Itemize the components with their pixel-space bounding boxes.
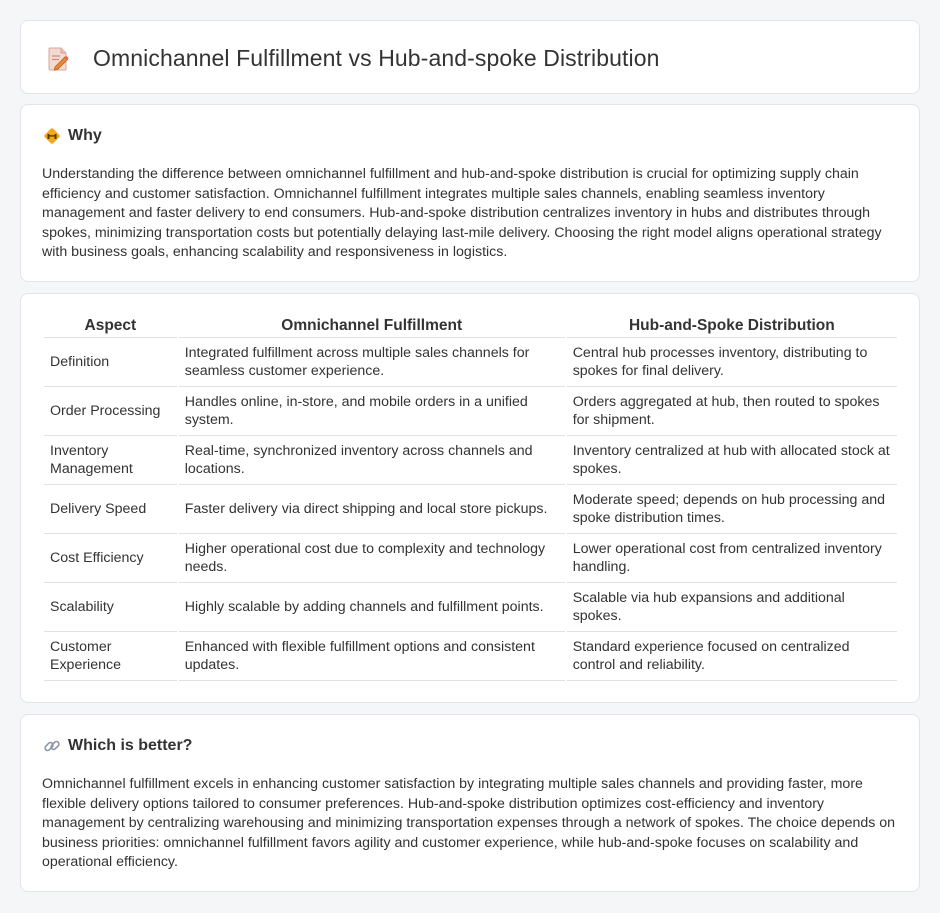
hub-spoke-cell: Inventory centralized at hub with allocated stock at spokes.: [567, 436, 897, 485]
table-row: [44, 436, 897, 485]
why-header: [43, 127, 102, 145]
title-card: [20, 20, 920, 94]
why-title: Why: [68, 127, 102, 144]
hub-spoke-cell: Lower operational cost from centralized inventory handling.: [567, 534, 897, 583]
table-header-row: [44, 316, 897, 338]
page-title: Omnichannel Fulfillment vs Hub-and-spoke Distribution: [93, 45, 660, 71]
aspect-cell: Definition: [44, 338, 177, 387]
aspect-cell: Cost Efficiency: [44, 534, 177, 583]
header-aspect: Aspect: [44, 316, 177, 338]
header-hub-and-spoke: Hub-and-Spoke Distribution: [567, 316, 897, 338]
aspect-cell: Inventory Management: [44, 436, 177, 485]
hub-spoke-cell: Scalable via hub expansions and additional spokes.: [567, 583, 897, 632]
omnichannel-cell: Real-time, synchronized inventory across channels and locations.: [179, 436, 565, 485]
why-section: [20, 104, 920, 282]
comparison-table: [42, 316, 899, 681]
better-title: Which is better?: [68, 737, 193, 754]
aspect-cell: Scalability: [44, 583, 177, 632]
aspect-cell: Delivery Speed: [44, 485, 177, 534]
why-body: Understanding the difference between omnichannel fulfillment and hub-and-spoke distribution is crucial for optimizing supply chain efficiency and customer satisfaction. Omnichannel fulfillment integrates multiple sales channels, enabling seamless inventory management and faster delivery to end consumers. Hub-and-spoke distribution centralizes inventory in hubs and distributes through spokes, minimizing transportation costs but potentially delaying last-mile delivery. Choosing the right model aligns operational strategy with business goals, enhancing scalability and responsiveness in logistics.: [42, 166, 882, 261]
table-row: [44, 583, 897, 632]
hub-spoke-cell: Central hub processes inventory, distributing to spokes for final delivery.: [567, 338, 897, 387]
hub-spoke-cell: Orders aggregated at hub, then routed to spokes for shipment.: [567, 387, 897, 436]
omnichannel-cell: Handles online, in-store, and mobile orders in a unified system.: [179, 387, 565, 436]
link-icon: [43, 737, 61, 755]
aspect-cell: Order Processing: [44, 387, 177, 436]
table-row: [44, 632, 897, 681]
better-body: Omnichannel fulfillment excels in enhancing customer satisfaction by integrating multiple sales channels and providing faster, more flexible delivery options tailored to consumer preferences. Hub-and-spoke distribution optimizes cost-efficiency and inventory management by centralizing warehousing and minimizing transportation expenses through a network of spokes. The choice depends on business priorities: omnichannel fulfillment favors agility and customer experience, while hub-and-spoke focuses on scalability and operational efficiency.: [42, 776, 896, 871]
table-row: [44, 338, 897, 387]
hub-spoke-cell: Moderate speed; depends on hub processing and spoke distribution times.: [567, 485, 897, 534]
table-row: [44, 387, 897, 436]
table-row: [44, 485, 897, 534]
better-header: [43, 737, 192, 755]
table-row: [44, 534, 897, 583]
hub-spoke-cell: Standard experience focused on centralized control and reliability.: [567, 632, 897, 681]
header-omnichannel: Omnichannel Fulfillment: [179, 316, 565, 338]
omnichannel-cell: Enhanced with flexible fulfillment options and consistent updates.: [179, 632, 565, 681]
document-pencil-icon: [47, 46, 69, 72]
road-sign-icon: [43, 127, 61, 145]
omnichannel-cell: Faster delivery via direct shipping and local store pickups.: [179, 485, 565, 534]
which-is-better-section: [20, 714, 920, 892]
aspect-cell: Customer Experience: [44, 632, 177, 681]
comparison-section: [20, 293, 920, 703]
omnichannel-cell: Higher operational cost due to complexity and technology needs.: [179, 534, 565, 583]
title-row: [47, 45, 660, 72]
omnichannel-cell: Highly scalable by adding channels and fulfillment points.: [179, 583, 565, 632]
omnichannel-cell: Integrated fulfillment across multiple sales channels for seamless customer experience.: [179, 338, 565, 387]
